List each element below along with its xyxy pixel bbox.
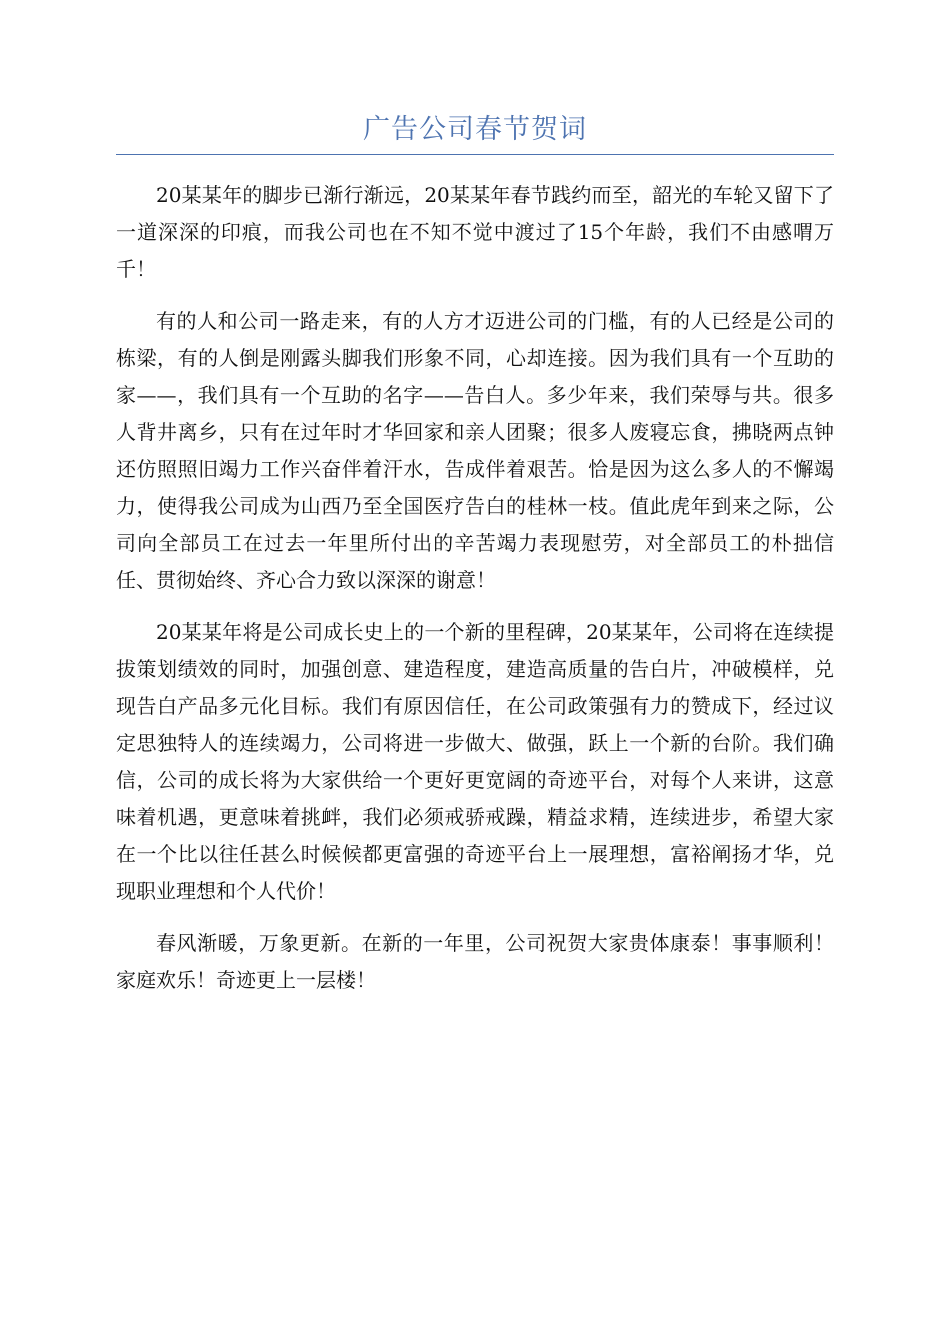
paragraph-3: 20某某年将是公司成长史上的一个新的里程碑，20某某年，公司将在连续提拔策划绩效的同时，加强创意、建造程度，建造高质量的告白片，冲破模样，兑现告白产品多元化目标。我们有原因信任，在公司政策强有力的赞成下，经过议定思独特人的连续竭力，公司将进一步做大、做强，跃上一个新的台阶。我们确信，公司的成长将为大家供给一个更好更宽阔的奇迹平台，对每个人来讲，这意味着机遇，更意味着挑衅，我们必须戒骄戒躁，精益求精，连续进步，希望大家在一个比以往任甚么时候候都更富强的奇迹平台上一展理想，富裕阐扬才华，兑现职业理想和个人代价！: [116, 620, 834, 903]
title-underline: [116, 154, 834, 155]
document-page: [116, 110, 834, 1014]
paragraph-2: 有的人和公司一路走来，有的人方才迈进公司的门槛，有的人已经是公司的栋梁，有的人倒是刚露头脚我们形象不同，心却连接。因为我们具有一个互助的家——，我们具有一个互助的名字——告白人。多少年来，我们荣辱与共。很多人背井离乡，只有在过年时才华回家和亲人团聚；很多人废寝忘食，拂晓两点钟还仿照照旧竭力工作兴奋伴着汗水，告成伴着艰苦。恰是因为这么多人的不懈竭力，使得我公司成为山西乃至全国医疗告白的桂林一枝。值此虎年到来之际，公司向全部员工在过去一年里所付出的辛苦竭力表现慰劳，对全部员工的朴拙信任、贯彻始终、齐心合力致以深深的谢意！: [116, 309, 834, 592]
paragraph-1: 20某某年的脚步已渐行渐远，20某某年春节践约而至，韶光的车轮又留下了一道深深的印痕，而我公司也在不知不觉中渡过了15个年龄，我们不由感喟万千！: [116, 183, 834, 281]
paragraph-4: 春风渐暖，万象更新。在新的一年里，公司祝贺大家贵体康泰！事事顺利！家庭欢乐！奇迹更上一层楼！: [116, 931, 834, 992]
document-title: 广告公司春节贺词: [363, 114, 587, 145]
